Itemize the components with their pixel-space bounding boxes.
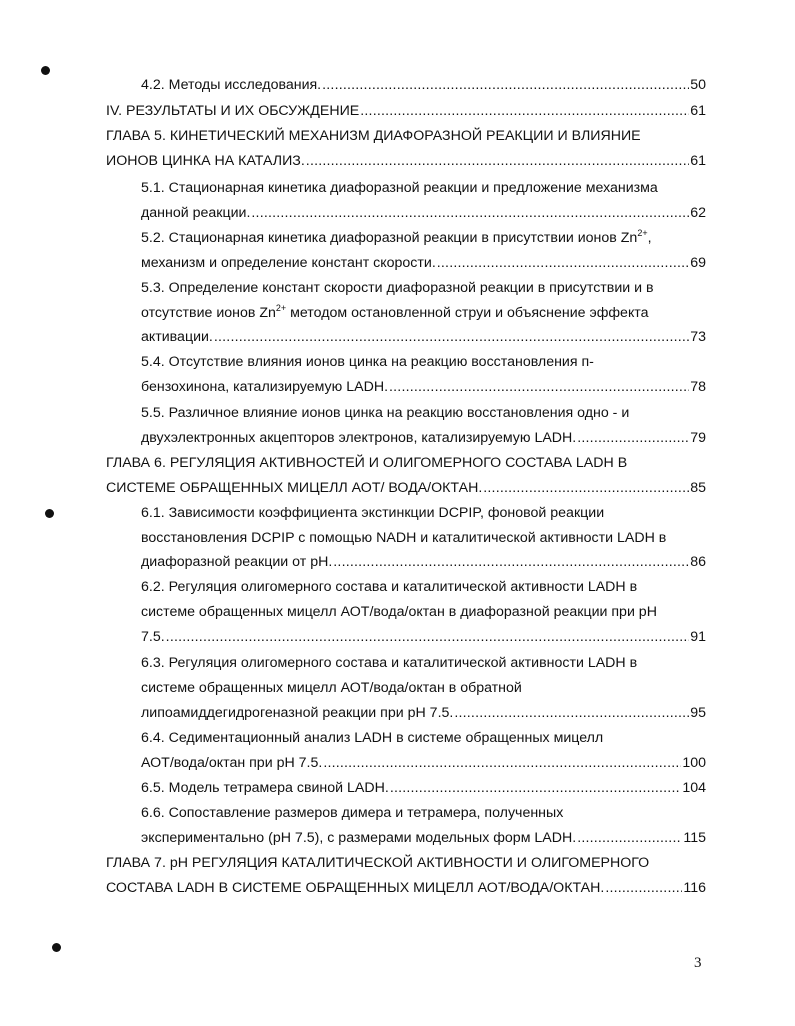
- toc-entry-6-6-line1: 6.6. Сопоставление размеров димера и тетрамера, полученных: [141, 805, 564, 821]
- toc-chapter-7-line1: ГЛАВА 7. pH РЕГУЛЯЦИЯ КАТАЛИТИЧЕСКОЙ АКТИВНОСТИ И ОЛИГОМЕРНОГО: [106, 855, 650, 871]
- toc-entry-6-3: липоамиддегидрогеназной реакции при pH 7.5. ..... 95: [141, 704, 706, 722]
- toc-entry-6-2-line1: 6.2. Регуляция олигомерного состава и каталитической активности LADH в: [141, 579, 638, 595]
- toc-entry-6-4: АОТ/вода/октан при pH 7.5. ..... 100: [141, 754, 706, 772]
- toc-entry-5-4: бензохинона, катализируемую LADH. ..... 78: [141, 378, 706, 396]
- toc-entry-5-4-line1: 5.4. Отсутствие влияния ионов цинка на реакцию восстановления п-: [141, 354, 594, 370]
- toc-entry-6-3-line1: 6.3. Регуляция олигомерного состава и каталитической активности LADH в: [141, 655, 638, 671]
- punch-hole-mark-top: [41, 66, 50, 75]
- toc-entry-5-5-line1: 5.5. Различное влияние ионов цинка на реакцию восстановления одно - и: [141, 405, 630, 421]
- toc-entry-5-1: данной реакции. ..... 62: [141, 204, 706, 222]
- punch-hole-mark-middle: [45, 509, 54, 518]
- toc-entry-6-6: экспериментально (pH 7.5), с размерами модельных форм LADH. ..... 115: [141, 829, 706, 847]
- toc-entry-5-3-line2: отсутствие ионов $Zn^{2+}$ методом остановленной струи и объяснение эффекта: [141, 303, 649, 321]
- toc-entry-6-4-line1: 6.4. Седиментационный анализ LADH в системе обращенных мицелл: [141, 730, 604, 746]
- toc-entry-6-3-line2: системе обращенных мицелл АОТ/вода/октан в обратной: [141, 680, 522, 696]
- toc-chapter-5-line1: ГЛАВА 5. КИНЕТИЧЕСКИЙ МЕХАНИЗМ ДИАФОРАЗНОЙ РЕАКЦИИ И ВЛИЯНИЕ: [106, 128, 641, 144]
- toc-chapter-6-line1: ГЛАВА 6. РЕГУЛЯЦИЯ АКТИВНОСТЕЙ И ОЛИГОМЕРНОГО СОСТАВА LADH В: [106, 455, 628, 471]
- toc-entry-6-2-line2: системе обращенных мицелл АОТ/вода/октан в диафоразной реакции при pH: [141, 604, 657, 620]
- toc-entry-5-1-line1: 5.1. Стационарная кинетика диафоразной реакции и предложение механизма: [141, 180, 658, 196]
- toc-entry-4-2: 4.2. Методы исследования. ..... 50: [141, 76, 706, 94]
- toc-entry-6-2: 7.5. ..... 91: [141, 628, 706, 646]
- toc-entry-5-2-line1: 5.2. Стационарная кинетика диафоразной реакции в присутствии ионов $Zn^{2+}$,: [141, 228, 652, 246]
- toc-chapter-6: СИСТЕМЕ ОБРАЩЕННЫХ МИЦЕЛЛ АОТ/ ВОДА/ОКТАН. ..... 85: [106, 479, 706, 497]
- toc-entry-5-3-line1: 5.3. Определение констант скорости диафоразной реакции в присутствии и в: [141, 280, 654, 296]
- toc-entry-6-1: диафоразной реакции от pH. ..... 86: [141, 553, 706, 571]
- toc-entry-5-2: механизм и определение констант скорости. ..... 69: [141, 254, 706, 272]
- toc-entry-6-1-line1: 6.1. Зависимости коэффициента экстинкции DCPIP, фоновой реакции: [141, 505, 605, 521]
- toc-chapter-5: ИОНОВ ЦИНКА НА КАТАЛИЗ. ..... 61: [106, 152, 706, 170]
- toc-entry-5-3: активации. ..... 73: [141, 328, 706, 346]
- toc-entry-6-1-line2: восстановления DCPIP с помощью NADH и каталитической активности LADH в: [141, 530, 667, 546]
- page-number: 3: [694, 955, 702, 971]
- toc-entry-5-5: двухэлектронных акцепторов электронов, катализируемую LADH. ..... 79: [141, 429, 706, 447]
- toc-entry-6-5: 6.5. Модель тетрамера свиной LADH. ..... 104: [141, 779, 706, 797]
- toc-chapter-7: СОСТАВА LADH В СИСТЕМЕ ОБРАЩЕННЫХ МИЦЕЛЛ АОТ/ВОДА/ОКТАН. ..... 116: [106, 879, 706, 897]
- toc-entry-part-4: IV. РЕЗУЛЬТАТЫ И ИХ ОБСУЖДЕНИЕ ..... 61: [106, 102, 706, 120]
- punch-hole-mark-bottom: [52, 943, 61, 952]
